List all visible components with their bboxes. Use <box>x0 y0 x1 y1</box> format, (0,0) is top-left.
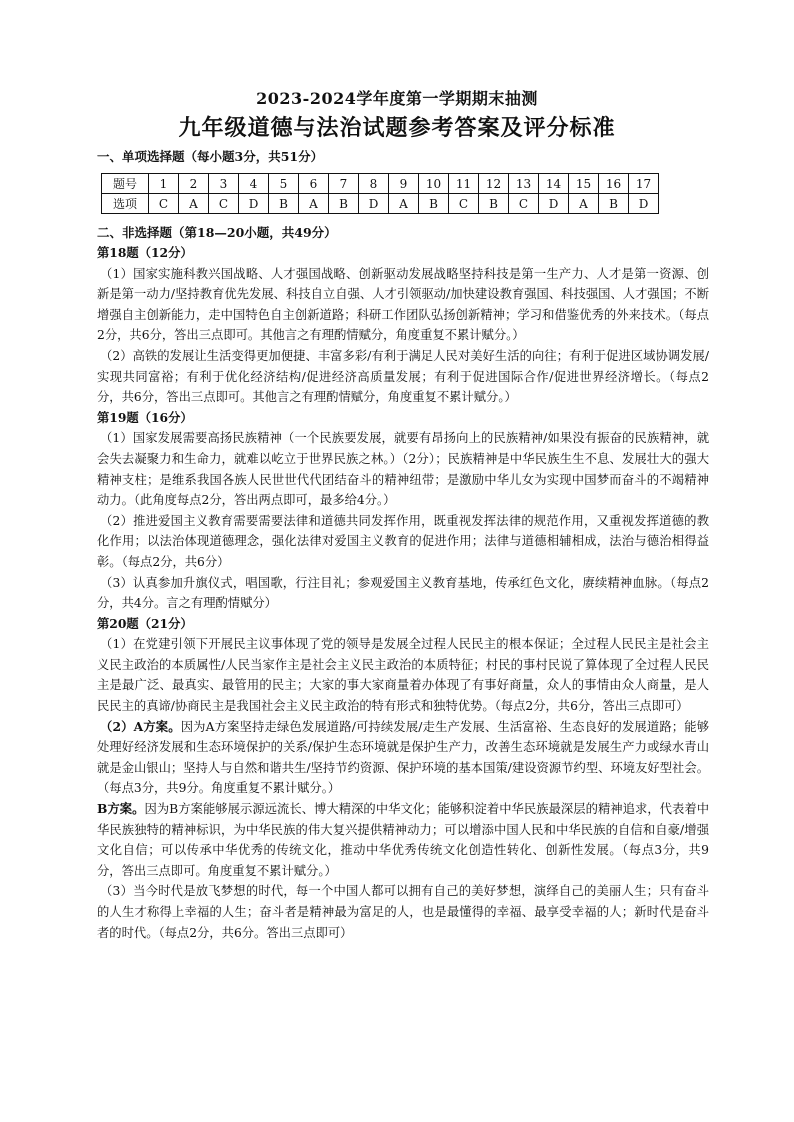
answer-option: C <box>149 194 179 214</box>
q18-answer-1: （1）国家实施科教兴国战略、人才强国战略、创新驱动发展战略坚持科技是第一生产力、人才是第一资源、创新是第一动力/坚持教育优先发展、科技自立自强、人才引领驱动/加快建设教育强国、科技强国、人才强国；不断增强自主创新能力，走中国特色自主创新道路；科研工作团队弘扬创新精神；学习和借鉴优秀的外来技术。（每点2分，共6分，答出三点即可。其他言之有理酌情赋分，角度重复不累计赋分。） <box>97 266 709 343</box>
question-number: 7 <box>329 174 359 194</box>
answer-option: D <box>239 194 269 214</box>
option-b-label: B方案。 <box>97 801 145 817</box>
question-number: 3 <box>209 174 239 194</box>
answer-row <box>102 194 659 214</box>
q19-answer-1: （1）国家发展需要高扬民族精神（一个民族要发展，就要有昂扬向上的民族精神/如果没有振奋的民族精神，就会失去凝聚力和生命力，就难以屹立于世界民族之林。）（2分）；民族精神是中华民族生生不息、发展壮大的强大精神支柱；是维系我国各族人民世世代代团结奋斗的精神纽带；是激励中华儿女为实现中国梦而奋斗的不竭精神动力。（此角度每点2分，答出两点即可，最多给4分。） <box>97 431 709 508</box>
question-number-row <box>102 174 659 194</box>
option-a-text: 因为A方案坚持走绿色发展道路/可持续发展/走生产发展、生活富裕、生态良好的发展道路；能够处理好经济发展和生态环境保护的关系/保护生态环境就是保护生产力，改善生态环境就是发展生产力或绿水青山就是金山银山；坚持人与自然和谐共生/坚持节约资源、保护环境的基本国策/建设资源节约型、环境友好型社会。（每点3分，共9分。角度重复不累计赋分。） <box>97 719 709 796</box>
question-number: 12 <box>479 174 509 194</box>
question-number: 6 <box>299 174 329 194</box>
q19-answer-3: （3）认真参加升旗仪式，唱国歌，行注目礼；参观爱国主义教育基地，传承红色文化，赓续精神血脉。（每点2分，共4分。言之有理酌情赋分） <box>97 575 709 611</box>
answer-option: A <box>299 194 329 214</box>
answer-option: C <box>209 194 239 214</box>
row-label: 题号 <box>102 174 149 194</box>
question-number: 15 <box>569 174 599 194</box>
q20-answer-2 <box>97 717 709 799</box>
q20-answer-1: （1）在党建引领下开展民主议事体现了党的领导是发展全过程人民民主的根本保证；全过程人民民主是社会主义民主政治的本质属性/人民当家作主是社会主义民主政治的本质特征；村民的事村民说了算体现了全过程人民民主是最广泛、最真实、最管用的民主；大家的事大家商量着办体现了有事好商量，众人的事情由众人商量，是人民民主的真谛/协商民主是我国社会主义民主政治的特有形式和独特优势。（每点2分，共6分，答出三点即可） <box>97 637 709 714</box>
q18-title: 第18题（12分） <box>97 245 193 260</box>
question-number: 10 <box>419 174 449 194</box>
answer-option: D <box>629 194 659 214</box>
answer-option: A <box>569 194 599 214</box>
answer-option: A <box>179 194 209 214</box>
answer-option: C <box>449 194 479 214</box>
question-number: 11 <box>449 174 479 194</box>
row-label: 选项 <box>102 194 149 214</box>
question-number: 4 <box>239 174 269 194</box>
question-number: 9 <box>389 174 419 194</box>
answer-option: B <box>269 194 299 214</box>
question-number: 14 <box>539 174 569 194</box>
q20-title: 第20题（21分） <box>97 615 193 631</box>
exam-term-title: 2023-2024学年度第一学期期末抽测 <box>256 89 538 108</box>
document-title: 九年级道德与法治试题参考答案及评分标准 <box>178 115 616 141</box>
answer-option: A <box>389 194 419 214</box>
answer-option: B <box>599 194 629 214</box>
question-number: 16 <box>599 174 629 194</box>
q20-answer-3: （3）当今时代是放飞梦想的时代，每一个中国人都可以拥有自己的美好梦想，演绎自己的美丽人生；只有奋斗的人生才称得上幸福的人生；奋斗者是精神最为富足的人，也是最懂得的幸福、最享受幸福的人；新时代是奋斗者的时代。（每点2分，共6分。答出三点即可） <box>97 884 709 940</box>
section2-heading: 二、非选择题（第18—20小题，共49分） <box>97 225 337 240</box>
section2-content <box>97 243 709 943</box>
question-number: 1 <box>149 174 179 194</box>
question-number: 5 <box>269 174 299 194</box>
q20-answer-2b <box>97 799 709 881</box>
question-number: 13 <box>509 174 539 194</box>
q19-title: 第19题（16分） <box>97 409 193 425</box>
answer-option: B <box>329 194 359 214</box>
question-number: 2 <box>179 174 209 194</box>
q19-answer-2: （2）推进爱国主义教育需要需要法律和道德共同发挥作用，既重视发挥法律的规范作用，又重视发挥道德的教化作用；以法治体现道德理念，强化法律对爱国主义教育的促进作用；法律与道德相辅相成，法治与德治相得益彰。（每点2分，共6分） <box>97 513 709 569</box>
section1-heading: 一、单项选择题（每小题3分，共51分） <box>97 149 324 164</box>
answer-option: C <box>509 194 539 214</box>
question-number: 8 <box>359 174 389 194</box>
answer-option: D <box>539 194 569 214</box>
answer-option: B <box>419 194 449 214</box>
question-number: 17 <box>629 174 659 194</box>
option-a-label: （2）A方案。 <box>100 718 181 734</box>
answer-table <box>101 173 659 214</box>
option-b-text: 因为B方案能够展示源远流长、博大精深的中华文化；能够积淀着中华民族最深层的精神追求，代表着中华民族独特的精神标识，为中华民族的伟大复兴提供精神动力；可以增添中国人民和中华民族的自信和自豪/增强文化自信；可以传承中华优秀的传统文化，推动中华优秀传统文化创造性转化、创新性发展。（每点3分，共9分，答出三点即可。角度重复不累计赋分。） <box>97 802 709 878</box>
answer-option: D <box>359 194 389 214</box>
q18-answer-2: （2）高铁的发展让生活变得更加便捷、丰富多彩/有利于满足人民对美好生活的向往；有利于促进区域协调发展/实现共同富裕；有利于优化经济结构/促进经济高质量发展；有利于促进国际合作/促进世界经济增长。（每点2分，共6分，答出三点即可。其他言之有理酌情赋分，角度重复不累计赋分。） <box>97 348 709 405</box>
answer-option: B <box>479 194 509 214</box>
